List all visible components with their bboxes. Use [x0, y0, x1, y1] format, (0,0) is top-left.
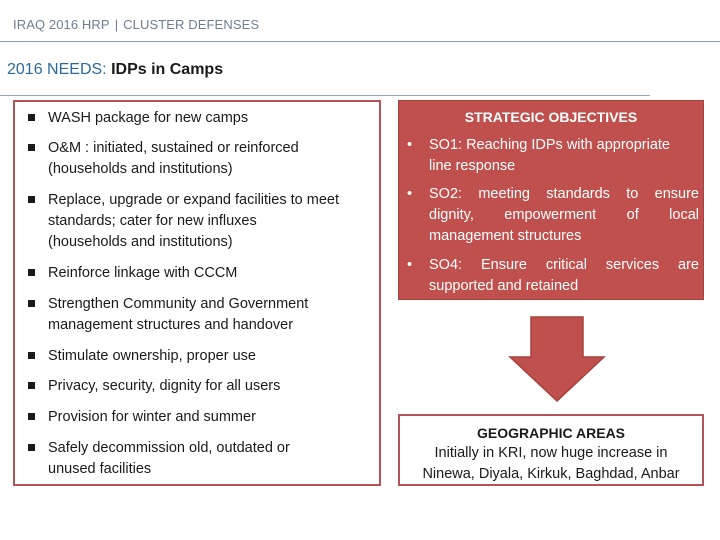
header-title-left: IRAQ 2016 HRP	[13, 17, 110, 32]
needs-item-line: (households and institutions)	[48, 234, 233, 250]
objective-line: dignity, empowerment of local	[429, 207, 699, 223]
needs-item	[15, 438, 383, 480]
page-header	[13, 17, 259, 32]
square-bullet-icon	[28, 196, 35, 203]
bullet-icon: •	[407, 137, 413, 153]
square-bullet-icon	[28, 269, 35, 276]
geographic-line: Ninewa, Diyala, Kirkuk, Baghdad, Anbar	[422, 466, 680, 482]
needs-item-line: WASH package for new camps	[48, 110, 249, 126]
needs-item-line: Stimulate ownership, proper use	[48, 348, 256, 364]
bullet-icon: •	[407, 257, 413, 273]
page-subtitle	[7, 61, 223, 79]
needs-item-line: management structures and handover	[48, 317, 294, 333]
needs-item-line: Strengthen Community and Government	[48, 296, 309, 312]
objective-line: SO1: Reaching IDPs with appropriate	[429, 137, 670, 153]
header-divider	[0, 41, 720, 42]
square-bullet-icon	[28, 413, 35, 420]
geographic-areas-panel	[398, 414, 704, 486]
geographic-title: GEOGRAPHIC AREAS	[476, 425, 626, 441]
subtitle-bold: IDPs in Camps	[111, 61, 224, 78]
needs-item-line: Replace, upgrade or expand facilities to meet	[48, 192, 339, 208]
square-bullet-icon	[28, 114, 35, 121]
square-bullet-icon	[28, 352, 35, 359]
needs-item	[15, 108, 383, 129]
square-bullet-icon	[28, 382, 35, 389]
objective-line: supported and retained	[429, 278, 579, 294]
objective-item	[407, 184, 699, 247]
needs-item-line: Provision for winter and summer	[48, 409, 256, 425]
objective-line: SO4: Ensure critical services are	[429, 257, 699, 273]
needs-item-line: unused facilities	[48, 461, 152, 477]
subtitle-prefix: 2016 NEEDS:	[7, 61, 112, 78]
square-bullet-icon	[28, 300, 35, 307]
needs-item-line: Privacy, security, dignity for all users	[48, 378, 281, 394]
needs-item	[15, 294, 383, 336]
needs-item-line: O&M : initiated, sustained or reinforced	[48, 140, 299, 156]
square-bullet-icon	[28, 144, 35, 151]
needs-item-line: Reinforce linkage with CCCM	[48, 265, 238, 281]
objective-line: SO2: meeting standards to ensure	[429, 186, 699, 202]
header-title-right: CLUSTER DEFENSES	[123, 17, 260, 32]
header-separator: |	[114, 17, 119, 32]
geographic-line: Initially in KRI, now huge increase in	[434, 445, 668, 461]
objective-line: management structures	[429, 228, 582, 244]
objective-line: line response	[429, 158, 516, 174]
objective-item	[407, 135, 699, 177]
needs-item-line: (households and institutions)	[48, 161, 233, 177]
objectives-title: STRATEGIC OBJECTIVES	[464, 109, 638, 125]
bullet-icon: •	[407, 186, 413, 202]
subtitle-divider	[0, 95, 650, 96]
needs-item	[15, 138, 383, 180]
needs-item-line: Safely decommission old, outdated or	[48, 440, 290, 456]
square-bullet-icon	[28, 444, 35, 451]
objective-item	[407, 255, 699, 297]
needs-item	[15, 190, 383, 253]
needs-item	[15, 263, 383, 284]
needs-item	[15, 346, 383, 367]
needs-item-line: standards; cater for new influxes	[48, 213, 257, 229]
needs-item	[15, 376, 383, 397]
needs-panel	[13, 100, 381, 486]
down-arrow-icon	[507, 315, 607, 403]
strategic-objectives-panel	[398, 100, 704, 300]
needs-item	[15, 407, 383, 428]
